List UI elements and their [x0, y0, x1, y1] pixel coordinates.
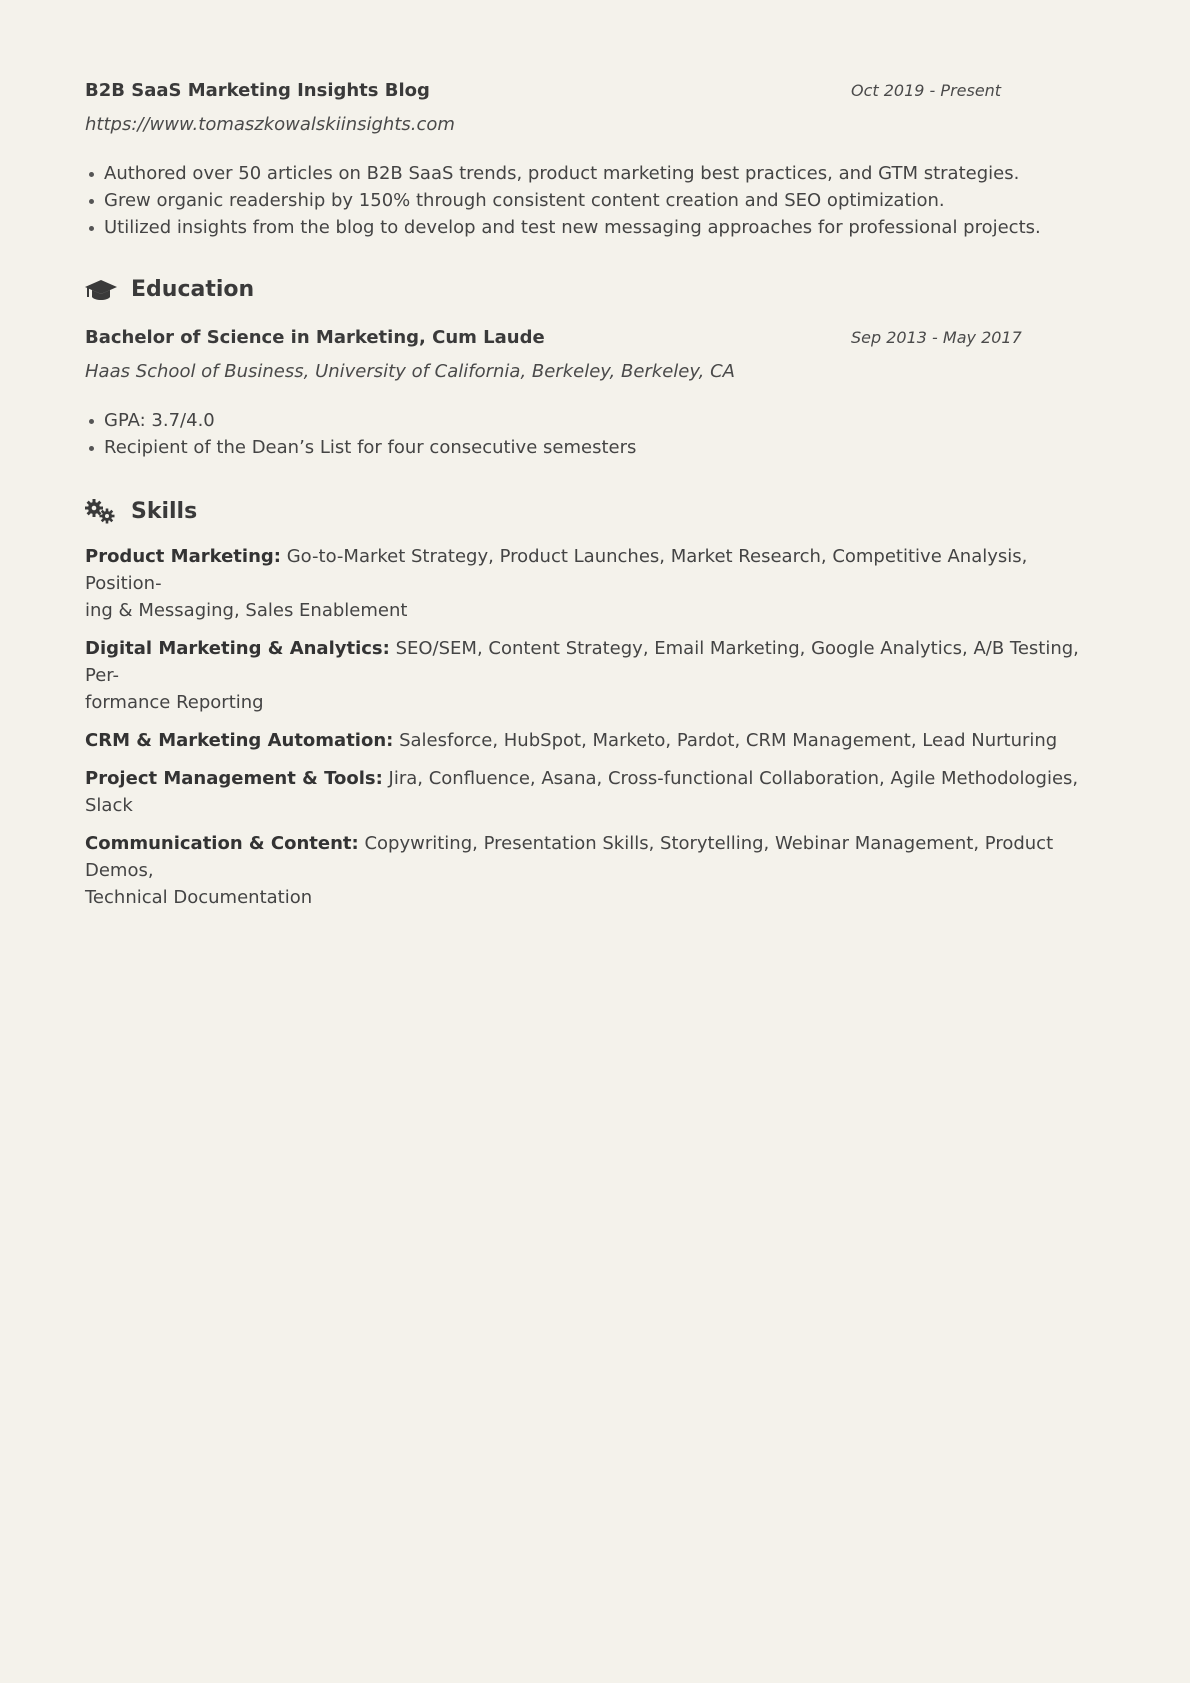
skill-group-items-cont: Technical Documentation — [85, 887, 313, 908]
skill-group — [85, 765, 1105, 819]
blog-entry — [85, 80, 1105, 241]
skill-group — [85, 543, 1105, 624]
degree-title: Bachelor of Science in Marketing, Cum Laude — [85, 327, 545, 348]
skill-group — [85, 635, 1105, 716]
skill-group-label: Project Management & Tools: — [85, 768, 383, 789]
school-name: Haas School of Business, University of California, Berkeley, Berkeley, CA — [85, 361, 735, 382]
skill-group-items: Jira, Confluence, Asana, Cross-functional Collaboration, Agile Methodologies, — [388, 768, 1079, 789]
skills-title: Skills — [131, 499, 198, 524]
skill-group-label: Product Marketing: — [85, 546, 281, 567]
skill-group-label: Digital Marketing & Analytics: — [85, 638, 390, 659]
education-date: Sep 2013 - May 2017 — [851, 328, 1022, 347]
blog-date: Oct 2019 - Present — [851, 81, 1002, 100]
blog-bullets — [85, 160, 1105, 241]
blog-title: B2B SaaS Marketing Insights Blog — [85, 80, 430, 101]
education-section — [85, 277, 1105, 461]
list-item: GPA: 3.7/4.0 — [104, 407, 1105, 434]
education-heading — [85, 277, 1105, 307]
skill-group — [85, 830, 1105, 911]
education-title: Education — [131, 277, 255, 302]
skill-group-items: SEO/SEM, Content Strategy, Email Marketing, Google Analytics, A/B Testing, Per- — [85, 638, 1079, 686]
skill-group-label: CRM & Marketing Automation: — [85, 730, 394, 751]
skills-list — [85, 543, 1105, 911]
skills-heading — [85, 499, 1105, 529]
list-item: Utilized insights from the blog to develop and test new messaging approaches for professional projects. — [104, 214, 1105, 241]
list-item: Grew organic readership by 150% through consistent content creation and SEO optimization. — [104, 187, 1105, 214]
list-item: Recipient of the Dean’s List for four consecutive semesters — [104, 434, 1105, 461]
gears-icon — [85, 499, 117, 529]
skill-group-items-cont: ing & Messaging, Sales Enablement — [85, 600, 408, 621]
education-entry-header — [85, 327, 1105, 361]
skill-group-label: Communication & Content: — [85, 833, 359, 854]
skill-group-items: Go-to-Market Strategy, Product Launches, Market Research, Competitive Analysis, Position- — [85, 546, 1028, 594]
skill-group-items: Salesforce, HubSpot, Marketo, Pardot, CRM Management, Lead Nurturing — [399, 730, 1058, 751]
skills-section — [85, 499, 1105, 911]
education-bullets — [85, 407, 1105, 461]
blog-url: https://www.tomaszkowalskiinsights.com — [85, 114, 455, 135]
blog-entry-header — [85, 80, 1105, 114]
graduation-cap-icon — [85, 277, 117, 307]
list-item: Authored over 50 articles on B2B SaaS trends, product marketing best practices, and GTM strategies. — [104, 160, 1105, 187]
skill-group-items-cont: formance Reporting — [85, 692, 264, 713]
skill-group-items: Copywriting, Presentation Skills, Storytelling, Webinar Management, Product Demos, — [85, 833, 1054, 881]
skill-group — [85, 727, 1105, 754]
skill-group-items-cont: Slack — [85, 795, 133, 816]
